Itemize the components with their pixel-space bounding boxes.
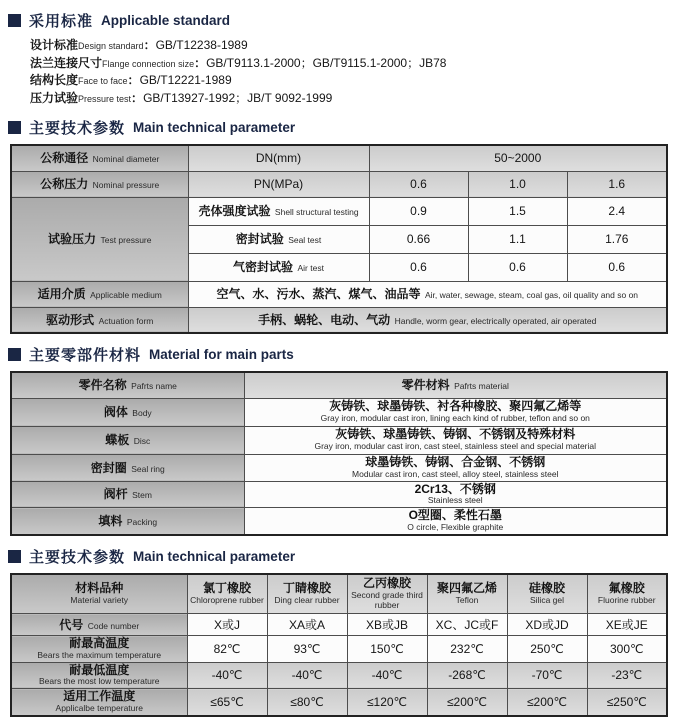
value-cell: -40℃ xyxy=(187,662,267,689)
row-label-cell: 耐最高温度 Bears the maximum temperature xyxy=(11,636,187,663)
value-cell: 1.5 xyxy=(468,197,567,225)
value-cell: 0.9 xyxy=(369,197,468,225)
table-row-disc xyxy=(11,426,667,454)
section-bullet-icon xyxy=(8,348,21,361)
value-cell: XC、JC或F xyxy=(427,614,507,636)
section-title-en: Main technical parameter xyxy=(133,120,296,135)
standard-label-zh: 压力试验 xyxy=(30,90,79,105)
sub-label-cell: 密封试验 Seal test xyxy=(188,225,369,253)
table-row-actuation xyxy=(11,307,667,333)
table-row-packing xyxy=(11,508,667,535)
table-header-row xyxy=(11,574,667,614)
section-heading-tech2 xyxy=(8,546,676,567)
value-cell: -40℃ xyxy=(347,662,427,689)
standard-label-en: Flange connection size xyxy=(102,58,195,69)
value-cell: ≤120℃ xyxy=(347,689,427,716)
value-cell: ≤200℃ xyxy=(507,689,587,716)
value-cell: -40℃ xyxy=(267,662,347,689)
standard-value: GB/T9113.1-2000；GB/T9115.1-2000；JB78 xyxy=(206,55,447,70)
column-header-epdm: 乙丙橡胶 Second grade third rubber xyxy=(347,574,427,614)
standard-separator: ： xyxy=(194,55,207,70)
value-cell: 1.6 xyxy=(567,171,667,197)
sub-label-cell: 壳体强度试验 Shell structural testing xyxy=(188,197,369,225)
standard-label-zh: 结构长度 xyxy=(30,73,79,87)
actuation-content-cell: 手柄、蜗轮、电动、气动 Handle, worm gear, electrically operated, air operated xyxy=(188,307,667,333)
sub-label-cell: 气密封试验 Air test xyxy=(188,253,369,281)
column-header-fluorine: 氟橡胶 Fluorine rubber xyxy=(587,574,667,614)
standard-value: GB/T12238-1989 xyxy=(155,38,248,52)
standard-label-zh: 设计标准 xyxy=(30,38,79,52)
value-cell: 50~2000 xyxy=(369,145,667,171)
value-cell: X或J xyxy=(187,614,267,636)
part-material-cell: 2Cr13、不锈钢 Stainless steel xyxy=(244,481,667,508)
value-cell: ≤200℃ xyxy=(427,689,507,716)
table-row-medium xyxy=(11,281,667,307)
param-cell: DN(mm) xyxy=(188,145,369,171)
header-cell-part-material: 零件材料 Pafrts material xyxy=(244,372,667,398)
standards-list xyxy=(30,37,676,107)
column-header-teflon: 聚四氟乙烯 Teflon xyxy=(427,574,507,614)
part-name-cell: 阀体 Body xyxy=(11,398,244,426)
value-cell: 232℃ xyxy=(427,636,507,663)
value-cell: 0.6 xyxy=(468,253,567,281)
section-title-en: Material for main parts xyxy=(149,347,294,362)
section-bullet-icon xyxy=(8,14,21,27)
section-title-en: Applicable standard xyxy=(101,13,231,28)
value-cell: 0.6 xyxy=(369,253,468,281)
value-cell: 2.4 xyxy=(567,197,667,225)
value-cell: XE或JE xyxy=(587,614,667,636)
part-material-cell: 球墨铸铁、铸钢、合金钢、不锈钢 Modular cast iron, cast steel, alloy steel, stainless steel xyxy=(244,454,667,481)
standard-label-en: Pressure test xyxy=(78,93,132,104)
value-cell: 0.66 xyxy=(369,225,468,253)
table-row-working-temperature xyxy=(11,689,667,716)
value-cell: -268℃ xyxy=(427,662,507,689)
column-header-nitrile: 丁睛橡胶 Ding clear rubber xyxy=(267,574,347,614)
table-row-shell-test xyxy=(11,197,667,225)
section-title-zh: 采用标准 xyxy=(29,13,94,30)
part-material-cell: 灰铸铁、球墨铸铁、衬各种橡胶、聚四氟乙烯等 Gray iron, modular cast iron, lining each kind of rubber, teflon and so on xyxy=(244,398,667,426)
table-row-min-temperature xyxy=(11,662,667,689)
section-title-zh: 主要技术参数 xyxy=(29,120,126,137)
section-heading-standard xyxy=(8,10,676,31)
table-row-nominal-diameter xyxy=(11,145,667,171)
part-material-cell: 灰铸铁、球墨铸铁、铸钢、不锈钢及特殊材料 Gray iron, modular cast iron, cast steel, stainless steel and special material xyxy=(244,426,667,454)
part-name-cell: 蝶板 Disc xyxy=(11,426,244,454)
standard-label-en: Design standard xyxy=(78,41,144,51)
section-bullet-icon xyxy=(8,550,21,563)
standard-separator: ： xyxy=(143,38,156,52)
table-row-body xyxy=(11,398,667,426)
row-label-cell: 驱动形式 Actuation form xyxy=(11,307,188,333)
standard-line-pressure-test xyxy=(30,90,676,108)
table-row-max-temperature xyxy=(11,636,667,663)
value-cell: 150℃ xyxy=(347,636,427,663)
value-cell: 0.6 xyxy=(567,253,667,281)
standard-line-face-to-face xyxy=(30,72,676,90)
rubber-parameter-table xyxy=(10,573,668,717)
technical-parameter-table xyxy=(10,144,668,334)
value-cell: 93℃ xyxy=(267,636,347,663)
part-name-cell: 阀杆 Stem xyxy=(11,481,244,508)
section-heading-materials xyxy=(8,344,676,365)
part-material-cell: O型圈、柔性石墨 O circle, Flexible graphite xyxy=(244,508,667,535)
section-title-en: Main technical parameter xyxy=(133,548,296,564)
value-cell: XB或JB xyxy=(347,614,427,636)
section-bullet-icon xyxy=(8,121,21,134)
value-cell: 250℃ xyxy=(507,636,587,663)
table-row-stem xyxy=(11,481,667,508)
row-label-cell: 代号 Code number xyxy=(11,614,187,636)
row-label-cell: 公称压力 Nominal pressure xyxy=(11,171,188,197)
standard-value: GB/T13927-1992；JB/T 9092-1999 xyxy=(143,90,333,105)
table-header-row xyxy=(11,372,667,398)
value-cell: -23℃ xyxy=(587,662,667,689)
param-cell: PN(MPa) xyxy=(188,171,369,197)
row-label-cell: 耐最低温度 Bears the most low temperature xyxy=(11,662,187,689)
value-cell: -70℃ xyxy=(507,662,587,689)
row-label-cell: 公称通径 Nominal diameter xyxy=(11,145,188,171)
part-name-cell: 填料 Packing xyxy=(11,508,244,535)
table-row-code-number xyxy=(11,614,667,636)
section-title-zh: 主要零部件材料 xyxy=(29,347,142,364)
standard-separator: ： xyxy=(131,90,144,105)
section-title-zh: 主要技术参数 xyxy=(29,548,126,566)
value-cell: ≤80℃ xyxy=(267,689,347,716)
row-label-cell-test-pressure: 试验压力 Test pressure xyxy=(11,197,188,281)
value-cell: 1.76 xyxy=(567,225,667,253)
value-cell: ≤250℃ xyxy=(587,689,667,716)
column-header-chloroprene: 氯丁橡胶 Chloroprene rubber xyxy=(187,574,267,614)
standard-value: GB/T12221-1989 xyxy=(139,73,232,87)
value-cell: 1.1 xyxy=(468,225,567,253)
standard-separator: ： xyxy=(127,73,140,87)
value-cell: ≤65℃ xyxy=(187,689,267,716)
standard-label-en: Face to face xyxy=(78,76,128,86)
medium-content-cell: 空气、水、污水、蒸汽、煤气、油品等 Air, water, sewage, steam, coal gas, oil quality and so on xyxy=(188,281,667,307)
header-cell-part-name: 零件名称 Pafrts name xyxy=(11,372,244,398)
materials-table xyxy=(10,371,668,536)
value-cell: 300℃ xyxy=(587,636,667,663)
table-row-nominal-pressure xyxy=(11,171,667,197)
standard-label-zh: 法兰连接尺寸 xyxy=(30,55,103,70)
value-cell: 1.0 xyxy=(468,171,567,197)
row-label-cell: 适用工作温度 Applicalbe temperature xyxy=(11,689,187,716)
value-cell: 0.6 xyxy=(369,171,468,197)
table-row-seal-ring xyxy=(11,454,667,481)
part-name-cell: 密封圈 Seal ring xyxy=(11,454,244,481)
row-label-cell: 适用介质 Applicable medium xyxy=(11,281,188,307)
value-cell: XD或JD xyxy=(507,614,587,636)
value-cell: 82℃ xyxy=(187,636,267,663)
standard-line-design xyxy=(30,37,676,55)
column-header-silica: 硅橡胶 Silica gel xyxy=(507,574,587,614)
corner-cell: 材料品种 Material variety xyxy=(11,574,187,614)
value-cell: XA或A xyxy=(267,614,347,636)
standard-line-flange xyxy=(30,55,676,73)
section-heading-tech1 xyxy=(8,117,676,138)
